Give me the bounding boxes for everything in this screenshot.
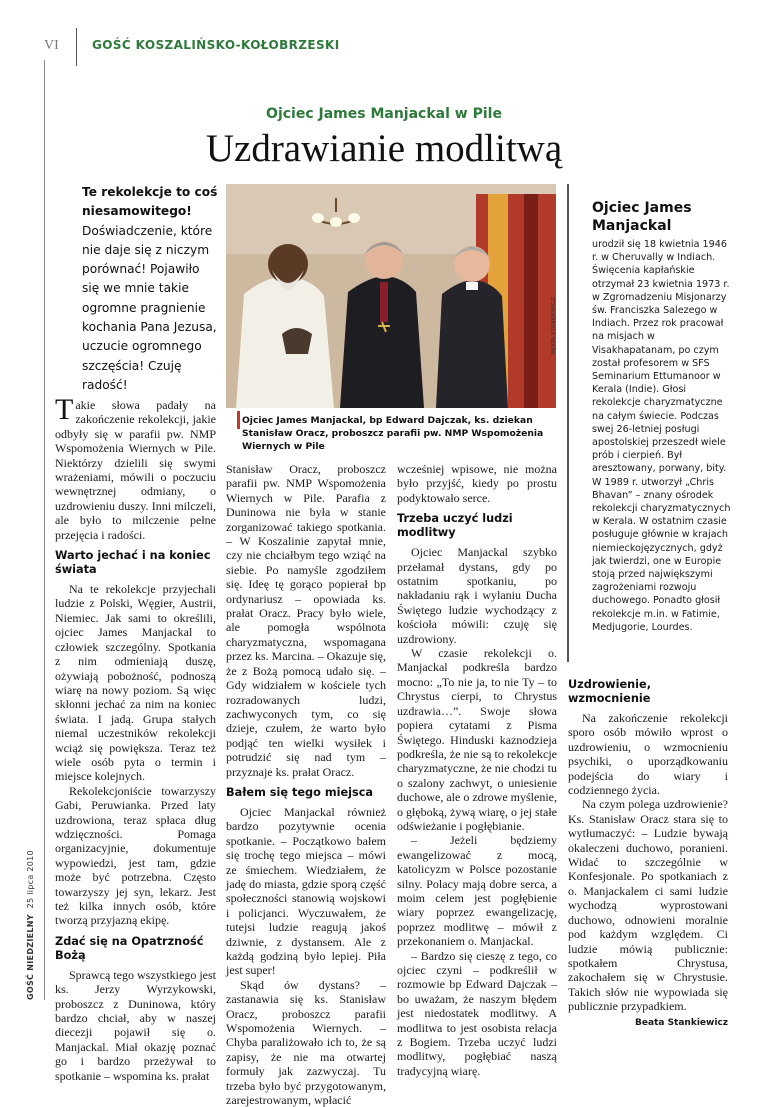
drop-cap: T	[55, 393, 74, 426]
sidebar-title: Ojciec James Manjackal	[592, 200, 692, 234]
heading-uzdrowienie: Uzdrowienie, wzmocnienie	[568, 678, 652, 705]
lead-bold: Te rekolekcje to coś niesamowitego!	[82, 185, 218, 219]
paragraph: wcześniej wpisowe, nie można było przyjść, kiedy po prostu podyktowało serce.	[397, 462, 557, 505]
sidebar-rule	[567, 184, 569, 662]
sidebar-bio: urodził się 18 kwietnia 1946 r. w Cheruvally w Indiach. Święcenia kapłańskie otrzymał 23 kwietnia 1973 r. w Zgromadzeniu Misjonarzy św. Franciszka Salezego w Indiach. Przez rok pracował na misjach w Visakhapatanam, po czym został profesorem w SFS Seminarium Ettumanoor w Kerala (Indie). Głosi rekolekcje charyzmatyczne na całym świecie. Podczas swej 26-letniej posługi apostolskiej przeszedł wiele prób i cierpień. Był aresztowany, porwany, bity. W 1989 r. utworzył „Chris Bhavan” – znany ośrodek rekolekcji charyzmatycznych w Kerala. W ostatnim czasie posługuje głównie w krajach niemieckojęzycznych, gdyż jak twierdzi, one w Europie stoją przed największymi zagrożeniami rozwoju duchowego. Ponadto głosił rekolekcje m.in. w Fatimie, Medjugorie, Lourdes.	[592, 239, 731, 633]
article-subtitle: Ojciec James Manjackal w Pile	[266, 106, 502, 122]
article-column-3	[397, 462, 557, 1078]
intro-paragraph	[55, 393, 216, 542]
article-column-2	[226, 462, 386, 1107]
side-footer	[26, 850, 35, 1000]
lead-rest: Doświadczenie, które nie daje się z niczym porównać! Pojawiło się we mnie takie ogromne pragnienie kochania Pana Jezusa, uczucie ogromnego szczęścia! Czuję radość!	[82, 223, 217, 392]
paragraph: Ojciec Manjackal również bardzo pozytywnie ocenia spotkanie. – Początkowo bałem się trochę tego miejsca – mówi ze śmiechem. Wiedziałem, że jadę do miasta, gdzie sporą część społeczności stanowią wojskowi i policjanci. Wyczuwałem, że tutejsi ludzie reagują jakoś dziwnie, z dystansem. Ale z każdą godziną było lepiej. Piła jest super!	[226, 804, 386, 978]
heading-uczyc: Trzeba uczyć ludzi modlitwy	[397, 512, 513, 540]
paragraph: Na czym polega uzdrowienie? Ks. Stanisław Oracz stara się to wytłumaczyć: – Ludzie bywają okaleczeni duchowo, poranieni. Widać to szczególnie w Konfesjonale. Po spotkaniach z o. Manjackalem ci sami ludzie wychodzą wyprostowani duchowo, odnowieni moralnie pod każdym względem. Ci ludzie mówią publicznie: spotkałem Chrystusa, zakochałem się w Chrystusie. Takich słów nie wypowiada się publicznie przypadkiem.	[568, 797, 728, 1014]
article-column-1	[55, 393, 216, 1083]
side-date: 25 lipca 2010	[26, 850, 35, 909]
author: Beata Stankiewicz	[635, 1017, 728, 1028]
left-margin-rule	[44, 60, 45, 1000]
photo-caption: Ojciec James Manjackal, bp Edward Dajczak, ks. dziekan Stanisław Oracz, proboszcz parafii pw. NMP Wspomożenia Wiernych w Pile	[242, 415, 544, 452]
heading-opatrznosc: Zdać się na Opatrzność Bożą	[55, 934, 204, 962]
paragraph: Skąd ów dystans? – zastanawia się ks. Stanisław Oracz, proboszcz parafii Wspomożenia Wiernych. – Chyba paraliżowało ich to, że są zapisy, że nie ma otwartej formuły jak zazwyczaj. Tu trzeba było być przygotowanym, zarejestrowanym, wpłacić	[226, 977, 386, 1107]
paragraph: W czasie rekolekcji o. Manjackal podkreśla bardzo mocno: „To nie ja, to nie Ty – to Chrystus cierpi, to Chrystus uzdrawia…”. Swoje słowa popiera cytatami z Pisma Świętego. Hinduski kaznodzieja podkreśla, że nie są to rekolekcje charyzmatyczne, że nie chodzi tu o szalony zachwyt, o uniesienie duchowe, ale o zdrowe myślenie, o głęboką, żywą wiarę, o jej stałe odświeżanie i pogłębianie.	[397, 646, 557, 833]
paragraph: Na te rekolekcje przyjechali ludzie z Polski, Węgier, Austrii, Niemiec. Jak sami to określili, ojciec James Manjackal to człowiek szczególny. Spotkania z nim odmieniają duszę, ożywiają pobożność, podnoszą wiarę na nowy poziom. Są więc skłonni jechać za nim na koniec świata. I jadą. Grupa stałych niemal uczestników rekolekcji wciąż się powiększa. Teraz też wiele osób pyta o termin i miejsce kolejnych.	[55, 582, 216, 784]
paragraph: Stanisław Oracz, proboszcz parafii pw. NMP Wspomożenia Wiernych w Pile. Parafia z Duninowa nie była w stanie zorganizować takiego spotkania. – W Koszalinie zapytał mnie, czy nie chciałbym tego wziąć na siebie. Po namyśle zgodziłem się. Ideę tę gorąco popierał bp ordynariusz – opowiada ks. prałat Oracz. Pracy było wiele, ale pomogła wspólnota charyzmatyczna, wspomagana przez ks. Marcina. – Okazuje się, że z Bożą pomocą udało się. – Gdy widziałem w kościele tych rozradowanych ludzi, zachwyconych tym, co się dzieje, czułem, że warto było podjąć ten wielki wysiłek i potrudzić się nad tym – przyznaje ks. prałat Oracz.	[226, 462, 386, 779]
paragraph: Rekolekcjoniście towarzyszy Gabi, Peruwianka. Przed laty uzdrowiona, teraz spłaca dług wdzięczności. Pomaga organizacyjnie, dokumentuje wypowiedzi, jest tam, gdzie może być potrzebna. Często towarzyszy jej syn, lekarz. Jest też kilka innych osób, które tworzą przyjazną ekipę.	[55, 783, 216, 928]
article-lead	[82, 183, 218, 395]
paragraph: Na zakończenie rekolekcji sporo osób mówiło wprost o uzdrowieniu, o wzmocnieniu psychiki, o uporządkowaniu podejścia do wiary i codziennego życia.	[568, 711, 728, 798]
photo-illustration	[226, 184, 556, 408]
article-column-4	[568, 678, 728, 1030]
heading-balem: Bałem się tego miejsca	[226, 785, 374, 799]
photo-credit: BEATA STANKIEWICZ	[551, 297, 557, 354]
paragraph: Sprawcą tego wszystkiego jest ks. Jerzy Wyrzykowski, proboszcz z Duninowa, który bardzo chciał, aby w naszej diecezji pojawił się o. Manjackal. Miał okazję poznać go i bardzo przeżywał to spotkanie – wspomina ks. prałat	[55, 967, 216, 1083]
side-magazine: GOŚĆ NIEDZIELNY	[26, 914, 35, 1000]
paragraph: – Jeżeli będziemy ewangelizować z mocą, katolicyzm w Polsce pozostanie silny. Polacy mają dobre serca, a moim celem jest pogłębienie wiary poprzez ewangelizację, poprzez modlitwę – mówił z przekonaniem o. Manjackal.	[397, 833, 557, 949]
publication-header: GOŚĆ KOSZALIŃSKO-KOŁOBRZESKI	[92, 38, 340, 52]
caption-bar	[237, 411, 240, 429]
article-title: Uzdrawianie modlitwą	[205, 127, 563, 170]
paragraph: – Bardzo się cieszę z tego, co ojciec czyni – podkreślił w rozmowie bp Edward Dajczak – bo uważam, że naszym błędem jest niedostatek modlitwy. A modlitwa to jest osobista relacja z Bogiem. Trzeba uczyć ludzi modlitwy, pogłębiać naszą tradycyjną wiarę.	[397, 948, 557, 1078]
intro-text: akie słowa padały na zakończenie rekolekcji, jakie odbyły się w parafii pw. NMP Wspomożenia Wiernych w Pile. Niektórzy dzielili się swymi wrażeniami, mówili o poczuciu wewnętrznej odmiany, o uzdrowieniu duszy. Inni milczeli, ale było to milczenie pełne przejęcia i radości.	[55, 398, 216, 542]
heading-warto: Warto jechać i na koniec świata	[55, 549, 211, 577]
page-number: VI	[44, 38, 59, 53]
article-photo	[226, 184, 556, 408]
header-divider	[76, 28, 77, 66]
paragraph: Ojciec Manjackal szybko przełamał dystans, gdy po ostatnim spotkaniu, po nakładaniu rąk i wylaniu Ducha Świętego ludzie wychodzący z kościoła mówili: czuję się uzdrowiony.	[397, 545, 557, 646]
